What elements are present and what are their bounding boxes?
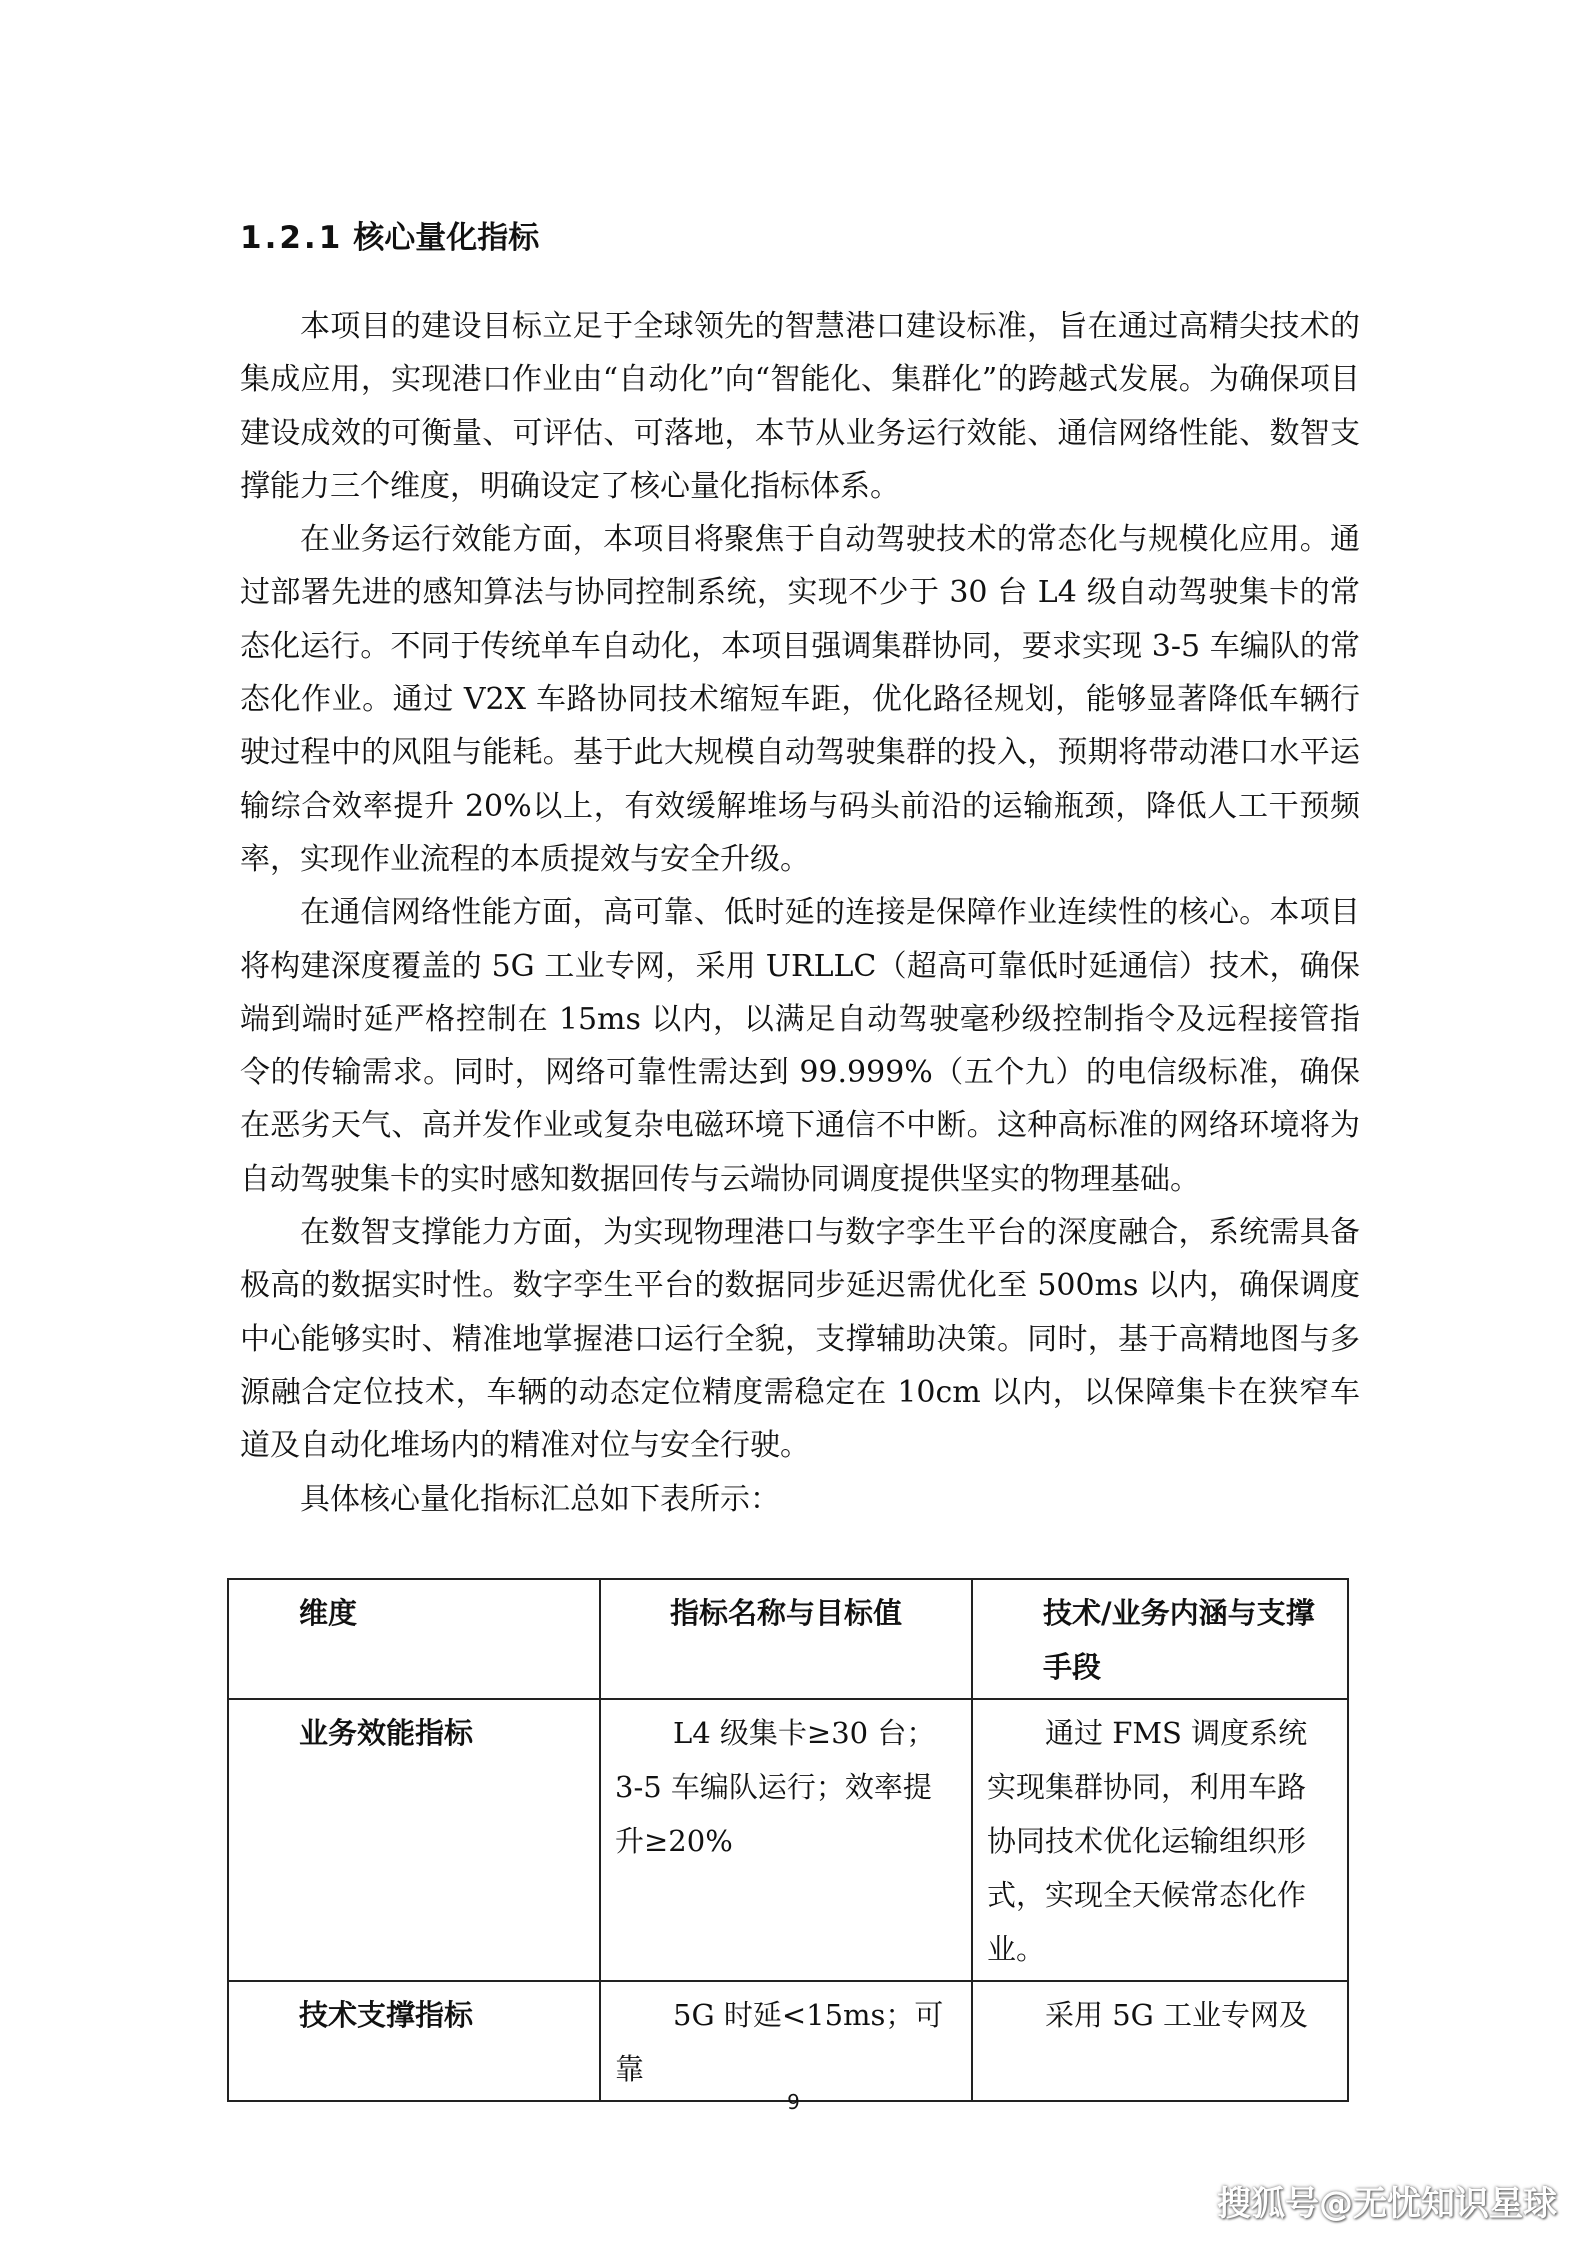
cell-connotation: 采用 5G 工业专网及: [972, 1981, 1348, 2101]
paragraph-network-performance: 在通信网络性能方面，高可靠、低时延的连接是保障作业连续性的核心。本项目将构建深度覆盖的 5G 工业专网，采用 URLLC（超高可靠低时延通信）技术，确保端到端时延严格控制在 15ms 以内，以满足自动驾驶毫秒级控制指令及远程接管指令的传输需求。同时，网络可靠性需达到 99.999%（五个九）的电信级标准，确保在恶劣天气、高并发作业或复杂电磁环境下通信不中断。这种高标准的网络环境将为自动驾驶集卡的实时感知数据回传与云端协同调度提供坚实的物理基础。: [240, 895, 1361, 1197]
table-header-row: [228, 1579, 1348, 1699]
watermark: 搜狐号@无忧知识星球: [1217, 2184, 1557, 2224]
cell-dimension: 技术支撑指标: [228, 1981, 600, 2101]
table-row: [228, 1699, 1348, 1981]
page-number: 9: [787, 2090, 800, 2114]
paragraph-table-intro: 具体核心量化指标汇总如下表所示：: [300, 1481, 780, 1517]
table-row: [228, 1981, 1348, 2101]
cell-indicator: 5G 时延<15ms；可靠: [600, 1981, 972, 2101]
cell-connotation: 通过 FMS 调度系统实现集群协同，利用车路协同技术优化运输组织形式，实现全天候常态化作业。: [972, 1699, 1348, 1981]
paragraph-intro: 本项目的建设目标立足于全球领先的智慧港口建设标准，旨在通过高精尖技术的集成应用，实现港口作业由“自动化”向“智能化、集群化”的跨越式发展。为确保项目建设成效的可衡量、可评估、可落地，本节从业务运行效能、通信网络性能、数智支撑能力三个维度，明确设定了核心量化指标体系。: [240, 309, 1360, 504]
body-text: [240, 300, 1360, 1526]
section-number: 1.2.1: [240, 220, 344, 256]
paragraph-business-efficiency: 在业务运行效能方面，本项目将聚焦于自动驾驶技术的常态化与规模化应用。通过部署先进的感知算法与协同控制系统，实现不少于 30 台 L4 级自动驾驶集卡的常态化运行。不同于传统单车自动化，本项目强调集群协同，要求实现 3-5 车编队的常态化作业。通过 V2X 车路协同技术缩短车距，优化路径规划，能够显著降低车辆行驶过程中的风阻与能耗。基于此大规模自动驾驶集群的投入，预期将带动港口水平运输综合效率提升 20%以上，有效缓解堆场与码头前沿的运输瓶颈，降低人工干预频率，实现作业流程的本质提效与安全升级。: [240, 522, 1360, 877]
header-connotation: 技术/业务内涵与支撑手段: [972, 1579, 1348, 1699]
paragraph-digital-support: 在数智支撑能力方面，为实现物理港口与数字孪生平台的深度融合，系统需具备极高的数据实时性。数字孪生平台的数据同步延迟需优化至 500ms 以内，确保调度中心能够实时、精准地掌握港口运行全貌，支撑辅助决策。同时，基于高精地图与多源融合定位技术，车辆的动态定位精度需稳定在 10cm 以内，以保障集卡在狭窄车道及自动化堆场内的精准对位与安全行驶。: [240, 1215, 1360, 1464]
section-title: 核心量化指标: [353, 220, 540, 256]
header-indicator: 指标名称与目标值: [600, 1579, 972, 1699]
header-dimension: 维度: [228, 1579, 600, 1699]
metrics-table: [227, 1578, 1349, 2102]
section-heading: [240, 212, 539, 257]
cell-dimension: 业务效能指标: [228, 1699, 600, 1981]
cell-indicator: L4 级集卡≥30 台；3-5 车编队运行；效率提升≥20%: [600, 1699, 972, 1981]
